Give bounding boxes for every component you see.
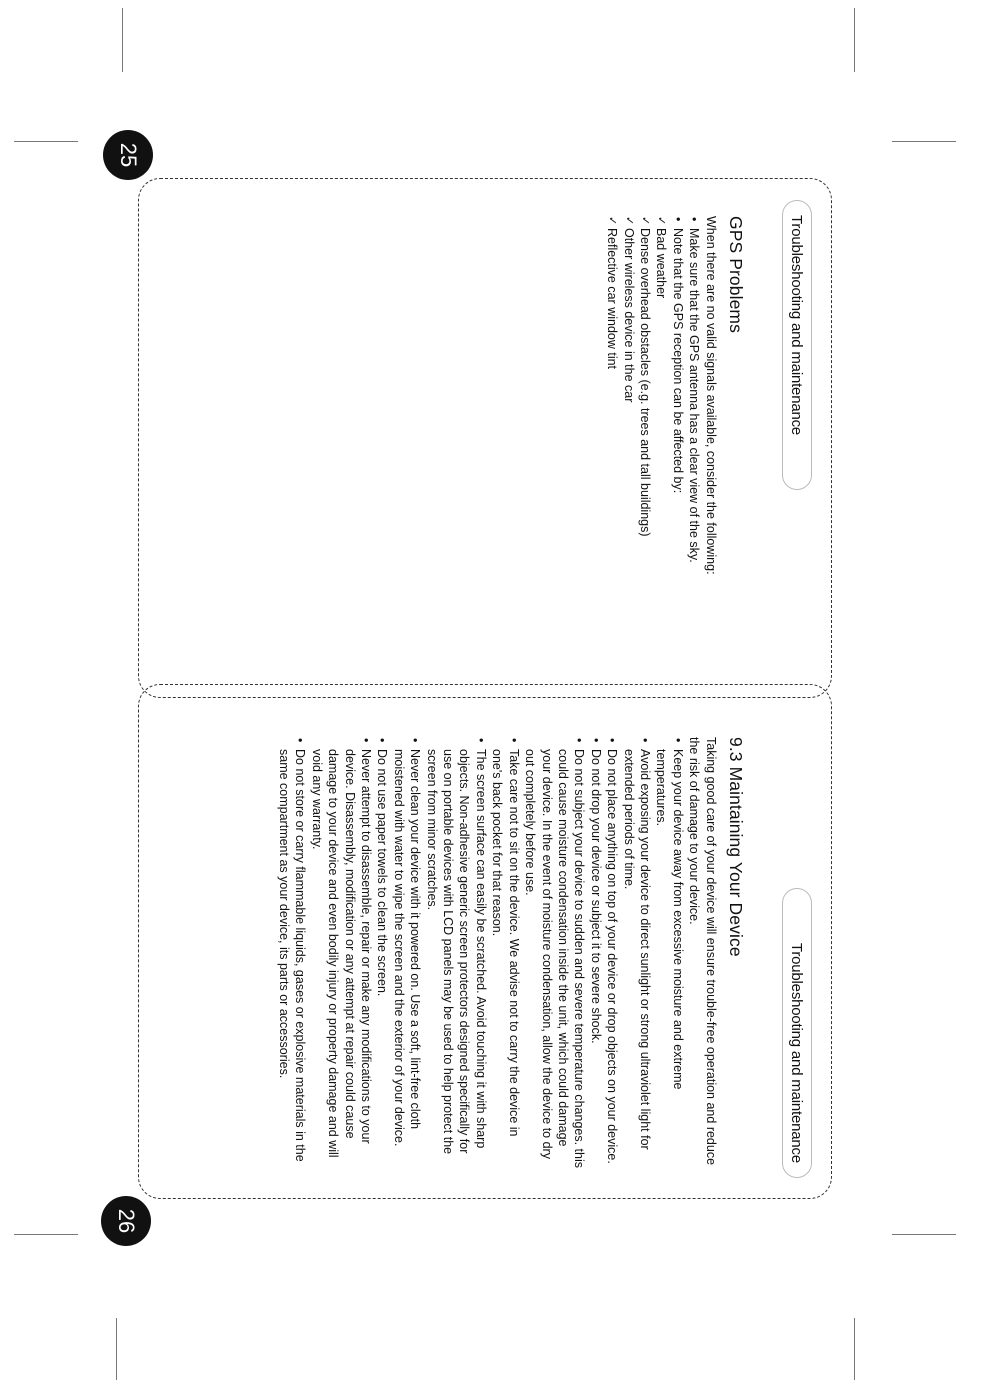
list-item: • Avoid exposing your device to direct sunlight or strong ultraviolet light for extended periods of time. bbox=[620, 737, 653, 1169]
page-number-badge bbox=[101, 1196, 151, 1246]
running-header bbox=[782, 200, 812, 490]
intro-text: Taking good care of your device will ensure trouble-free operation and reduce the risk of damage to your device. bbox=[687, 737, 718, 1166]
crop-mark bbox=[854, 1318, 855, 1380]
crop-mark bbox=[892, 1234, 956, 1235]
list-item: • Do not store or carry flammable liquids, gases or explosive materials in the same compartment as your device, its parts or accessories. bbox=[276, 737, 309, 1169]
list-item: • Take care not to sit on the device. We advise not to carry the device in one's back pocket for that reason. bbox=[489, 737, 522, 1169]
section-heading: 9.3 Maintaining Your Device bbox=[726, 737, 746, 957]
list-item: ✓ Other wireless device in the car bbox=[620, 216, 636, 636]
right-page-content bbox=[276, 737, 744, 1169]
list-item: • The screen surface can easily be scratched. Avoid touching it with sharp objects. Non-adhesive generic screen protectors designed specifically for use on portable devices with LCD panels may be used to help protect the screen from minor scratches. bbox=[423, 737, 489, 1169]
list-item: • Keep your device away from excessive moisture and extreme temperatures. bbox=[653, 737, 686, 1169]
bullet-list bbox=[604, 216, 702, 636]
list-item: • Do not drop your device or subject it to severe shock. bbox=[587, 737, 603, 1169]
list-item: ✓ Reflective car window tint bbox=[604, 216, 620, 636]
crop-mark bbox=[122, 8, 123, 72]
page-number-badge bbox=[103, 130, 153, 180]
left-page-content bbox=[604, 216, 744, 636]
list-item: • Note that the GPS reception can be affected by: bbox=[669, 216, 685, 636]
list-item: • Make sure that the GPS antenna has a clear view of the sky. bbox=[686, 216, 702, 636]
page-number: 25 bbox=[115, 142, 141, 168]
running-header bbox=[782, 888, 812, 1178]
page-number: 26 bbox=[113, 1208, 139, 1234]
intro-text: When there are no valid signals available, consider the following: bbox=[703, 216, 718, 575]
list-item: • Never clean your device with it powered on. Use a soft, lint-free cloth moistened with water to wipe the screen and the exterior of your device. bbox=[390, 737, 423, 1169]
list-item: • Do not use paper towels to clean the screen. bbox=[374, 737, 390, 1169]
crop-mark bbox=[14, 1234, 78, 1235]
running-header-text: Troubleshooting and maintenance bbox=[788, 942, 806, 1163]
running-header-text: Troubleshooting and maintenance bbox=[788, 215, 806, 436]
crop-mark bbox=[14, 141, 78, 142]
crop-mark bbox=[892, 141, 956, 142]
list-item: ✓ Dense overhead obstacles (e.g. trees and tall buildings) bbox=[637, 216, 653, 636]
crop-mark bbox=[116, 1318, 117, 1380]
list-item: • Do not place anything on top of your device or drop objects on your device. bbox=[604, 737, 620, 1169]
crop-mark bbox=[854, 8, 855, 72]
list-item: ✓ Bad weather bbox=[653, 216, 669, 636]
section-heading: GPS Problems bbox=[726, 216, 746, 333]
bullet-list bbox=[276, 737, 686, 1169]
list-item: • Never attempt to disassemble, repair or make any modifications to your device. Disassembly, modification or any attempt at repair could cause damage to your device and even bodily injury or property damage and will void any warranty. bbox=[308, 737, 374, 1169]
list-item: • Do not subject your device to sudden and severe temperature changes. this could cause moisture condensation inside the unit, which could damage your device. In the event of moisture condensation, allow the device to dry out completely before use. bbox=[522, 737, 588, 1169]
